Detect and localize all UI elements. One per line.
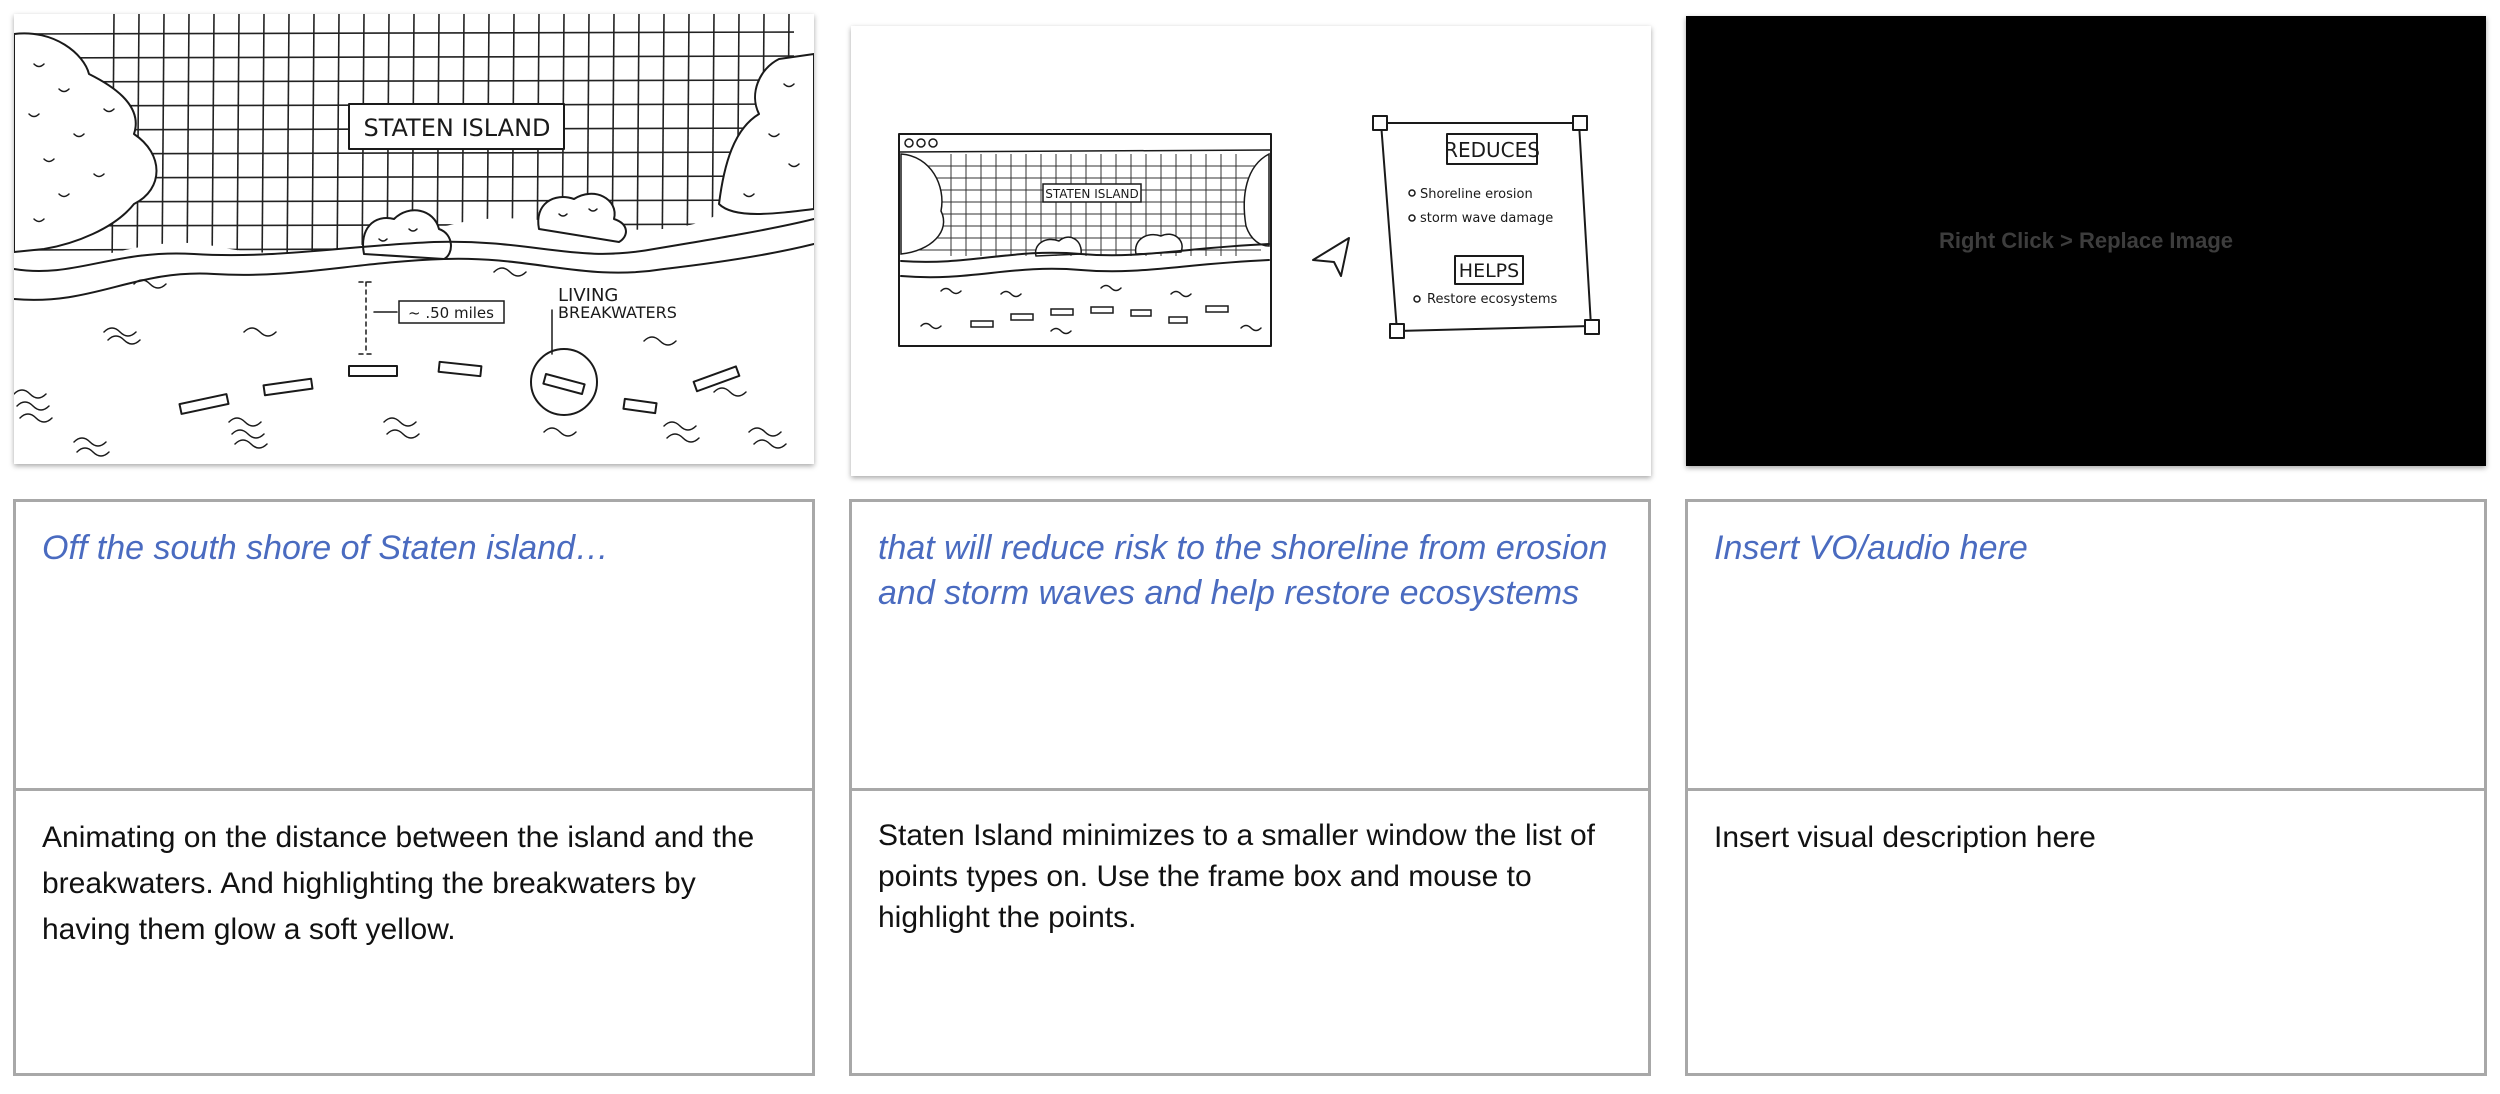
frame-2-vo-text: that will reduce risk to the shoreline from erosion and storm waves and help restore ecosystems <box>878 529 1608 612</box>
frame-1-vo-text: Off the south shore of Staten island… <box>42 529 609 567</box>
frame-3-description-text: Insert visual description here <box>1714 821 2096 854</box>
replace-image-hint: Right Click > Replace Image <box>1938 228 2234 253</box>
reduces-title: REDUCES <box>1444 138 1540 162</box>
helps-title: HELPS <box>1458 260 1520 282</box>
helps-item-1: Restore ecosystems <box>1427 292 1558 307</box>
breakwaters <box>179 362 739 414</box>
mini-city-grid <box>911 154 1261 256</box>
waves <box>14 268 786 456</box>
reduces-item-2: storm wave damage <box>1420 211 1554 226</box>
frame-3-description-cell[interactable] <box>1685 788 2487 1076</box>
frame-2-vo-cell[interactable] <box>849 499 1651 791</box>
distance-label: ~ .50 miles <box>408 304 494 322</box>
reduces-item-1: Shoreline erosion <box>1420 187 1533 202</box>
frame-3-vo-cell[interactable] <box>1685 499 2487 791</box>
frame-1-vo-cell[interactable] <box>13 499 815 791</box>
mini-island-label: STATEN ISLAND <box>1045 187 1139 201</box>
frame-2-description-cell[interactable] <box>849 788 1651 1076</box>
cursor-icon <box>1313 238 1349 276</box>
frame-1-description-cell[interactable] <box>13 788 815 1076</box>
breakwater-label-line2: BREAKWATERS <box>558 303 677 322</box>
frame-3-vo-text: Insert VO/audio here <box>1714 529 2028 567</box>
frame-2-image[interactable] <box>851 26 1651 476</box>
frame-1-image[interactable] <box>14 14 814 464</box>
breakwater-label-line1: LIVING <box>558 285 619 306</box>
frame-1-description-text: Animating on the distance between the island and the breakwaters. And highlighting the breakwaters by having them glow a soft yellow. <box>42 821 755 946</box>
mini-breakwaters <box>971 306 1228 327</box>
frame-2-description-text: Staten Island minimizes to a smaller window the list of points types on. Use the frame box and mouse to highlight the points. <box>878 819 1595 934</box>
highlight-circle <box>531 349 597 415</box>
frame-3-image-placeholder[interactable] <box>1686 16 2486 466</box>
island-label: STATEN ISLAND <box>363 114 551 142</box>
